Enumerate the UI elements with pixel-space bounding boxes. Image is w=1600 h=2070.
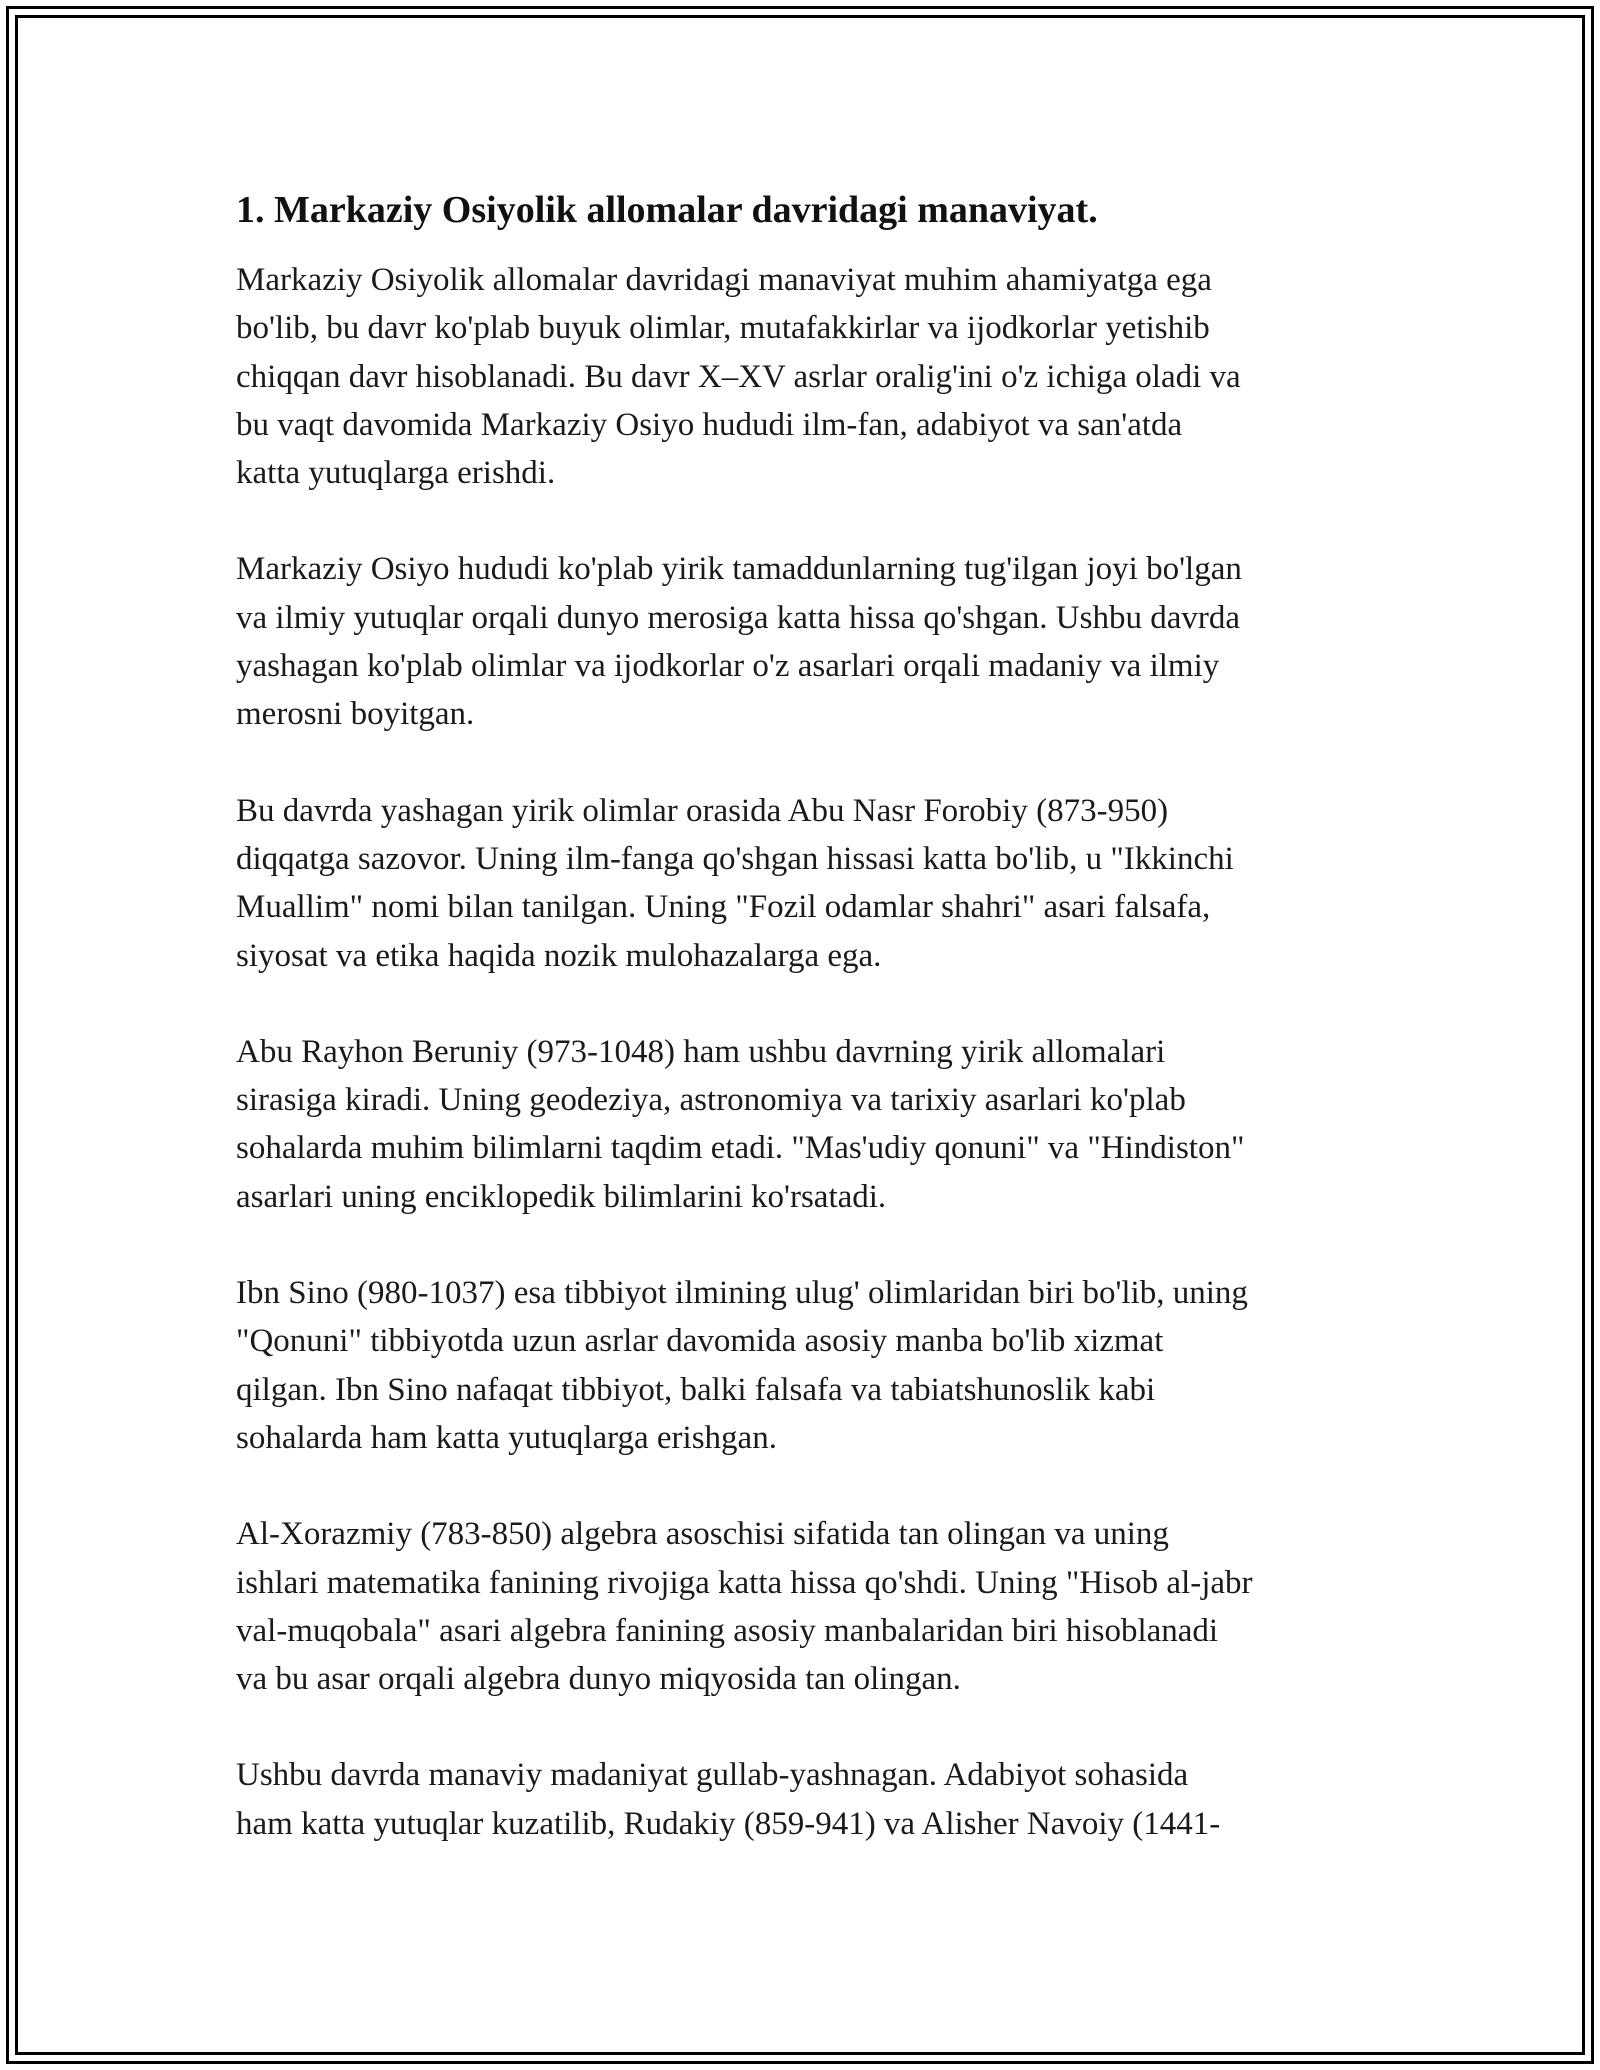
- paragraph-4: Abu Rayhon Beruniy (973-1048) ham ushbu davrning yirik allomalari sirasiga kiradi. Uning geodeziya, astronomiya va tarixiy asarlari ko'plab sohalarda muhim bilimlarni taqdim etadi. "Mas'udiy qonuni" va "Hindiston" asarlari uning enciklopedik bilimlarini ko'rsatadi.: [236, 1033, 1245, 1215]
- paragraph-3: Bu davrda yashagan yirik olimlar orasida Abu Nasr Forobiy (873-950) diqqatga sazovor. Uning ilm-fanga qo'shgan hissasi katta bo'lib, u "Ikkinchi Muallim" nomi bilan tanilgan. Uning "Fozil odamlar shahri" asari falsafa, siyosat va etika haqida nozik mulohazalarga ega.: [236, 792, 1234, 974]
- paragraph-2: Markaziy Osiyo hududi ko'plab yirik tamaddunlarning tug'ilgan joyi bo'lgan va ilmiy yutuqlar orqali dunyo merosiga katta hissa qo'shgan. Ushbu davrda yashagan ko'plab olimlar va ijodkorlar o'z asarlari orqali madaniy va ilmiy merosni boyitgan.: [236, 551, 1242, 733]
- document-heading: 1. Markaziy Osiyolik allomalar davridagi manaviyat.: [236, 189, 1098, 231]
- paragraph-7: Ushbu davrda manaviy madaniyat gullab-yashnagan. Adabiyot sohasida ham katta yutuqlar kuzatilib, Rudakiy (859-941) va Alisher Navoiy (1441-: [236, 1757, 1221, 1842]
- paragraph-1: Markaziy Osiyolik allomalar davridagi manaviyat muhim ahamiyatga ega bo'lib, bu davr ko'plab buyuk olimlar, mutafakkirlar va ijodkorlar yetishib chiqqan davr hisoblanadi. Bu davr X–XV asrlar oralig'ini o'z ichiga oladi va bu vaqt davomida Markaziy Osiyo hududi ilm-fan, adabiyot va san'atda katta yutuqlarga erishdi.: [236, 262, 1241, 492]
- document-body: [236, 186, 1376, 1896]
- paragraph-5: Ibn Sino (980-1037) esa tibbiyot ilmining ulug' olimlaridan biri bo'lib, uning "Qonuni" tibbiyotda uzun asrlar davomida asosiy manba bo'lib xizmat qilgan. Ibn Sino nafaqat tibbiyot, balki falsafa va tabiatshunoslik kabi sohalarda ham katta yutuqlarga erishgan.: [236, 1275, 1248, 1456]
- paragraph-6: Al-Xorazmiy (783-850) algebra asoschisi sifatida tan olingan va uning ishlari matematika fanining rivojiga katta hissa qo'shdi. Uning "Hisob al-jabr val-muqobala" asari algebra fanining asosiy manbalaridan biri hisoblanadi va bu asar orqali algebra dunyo miqyosida tan olingan.: [236, 1516, 1253, 1698]
